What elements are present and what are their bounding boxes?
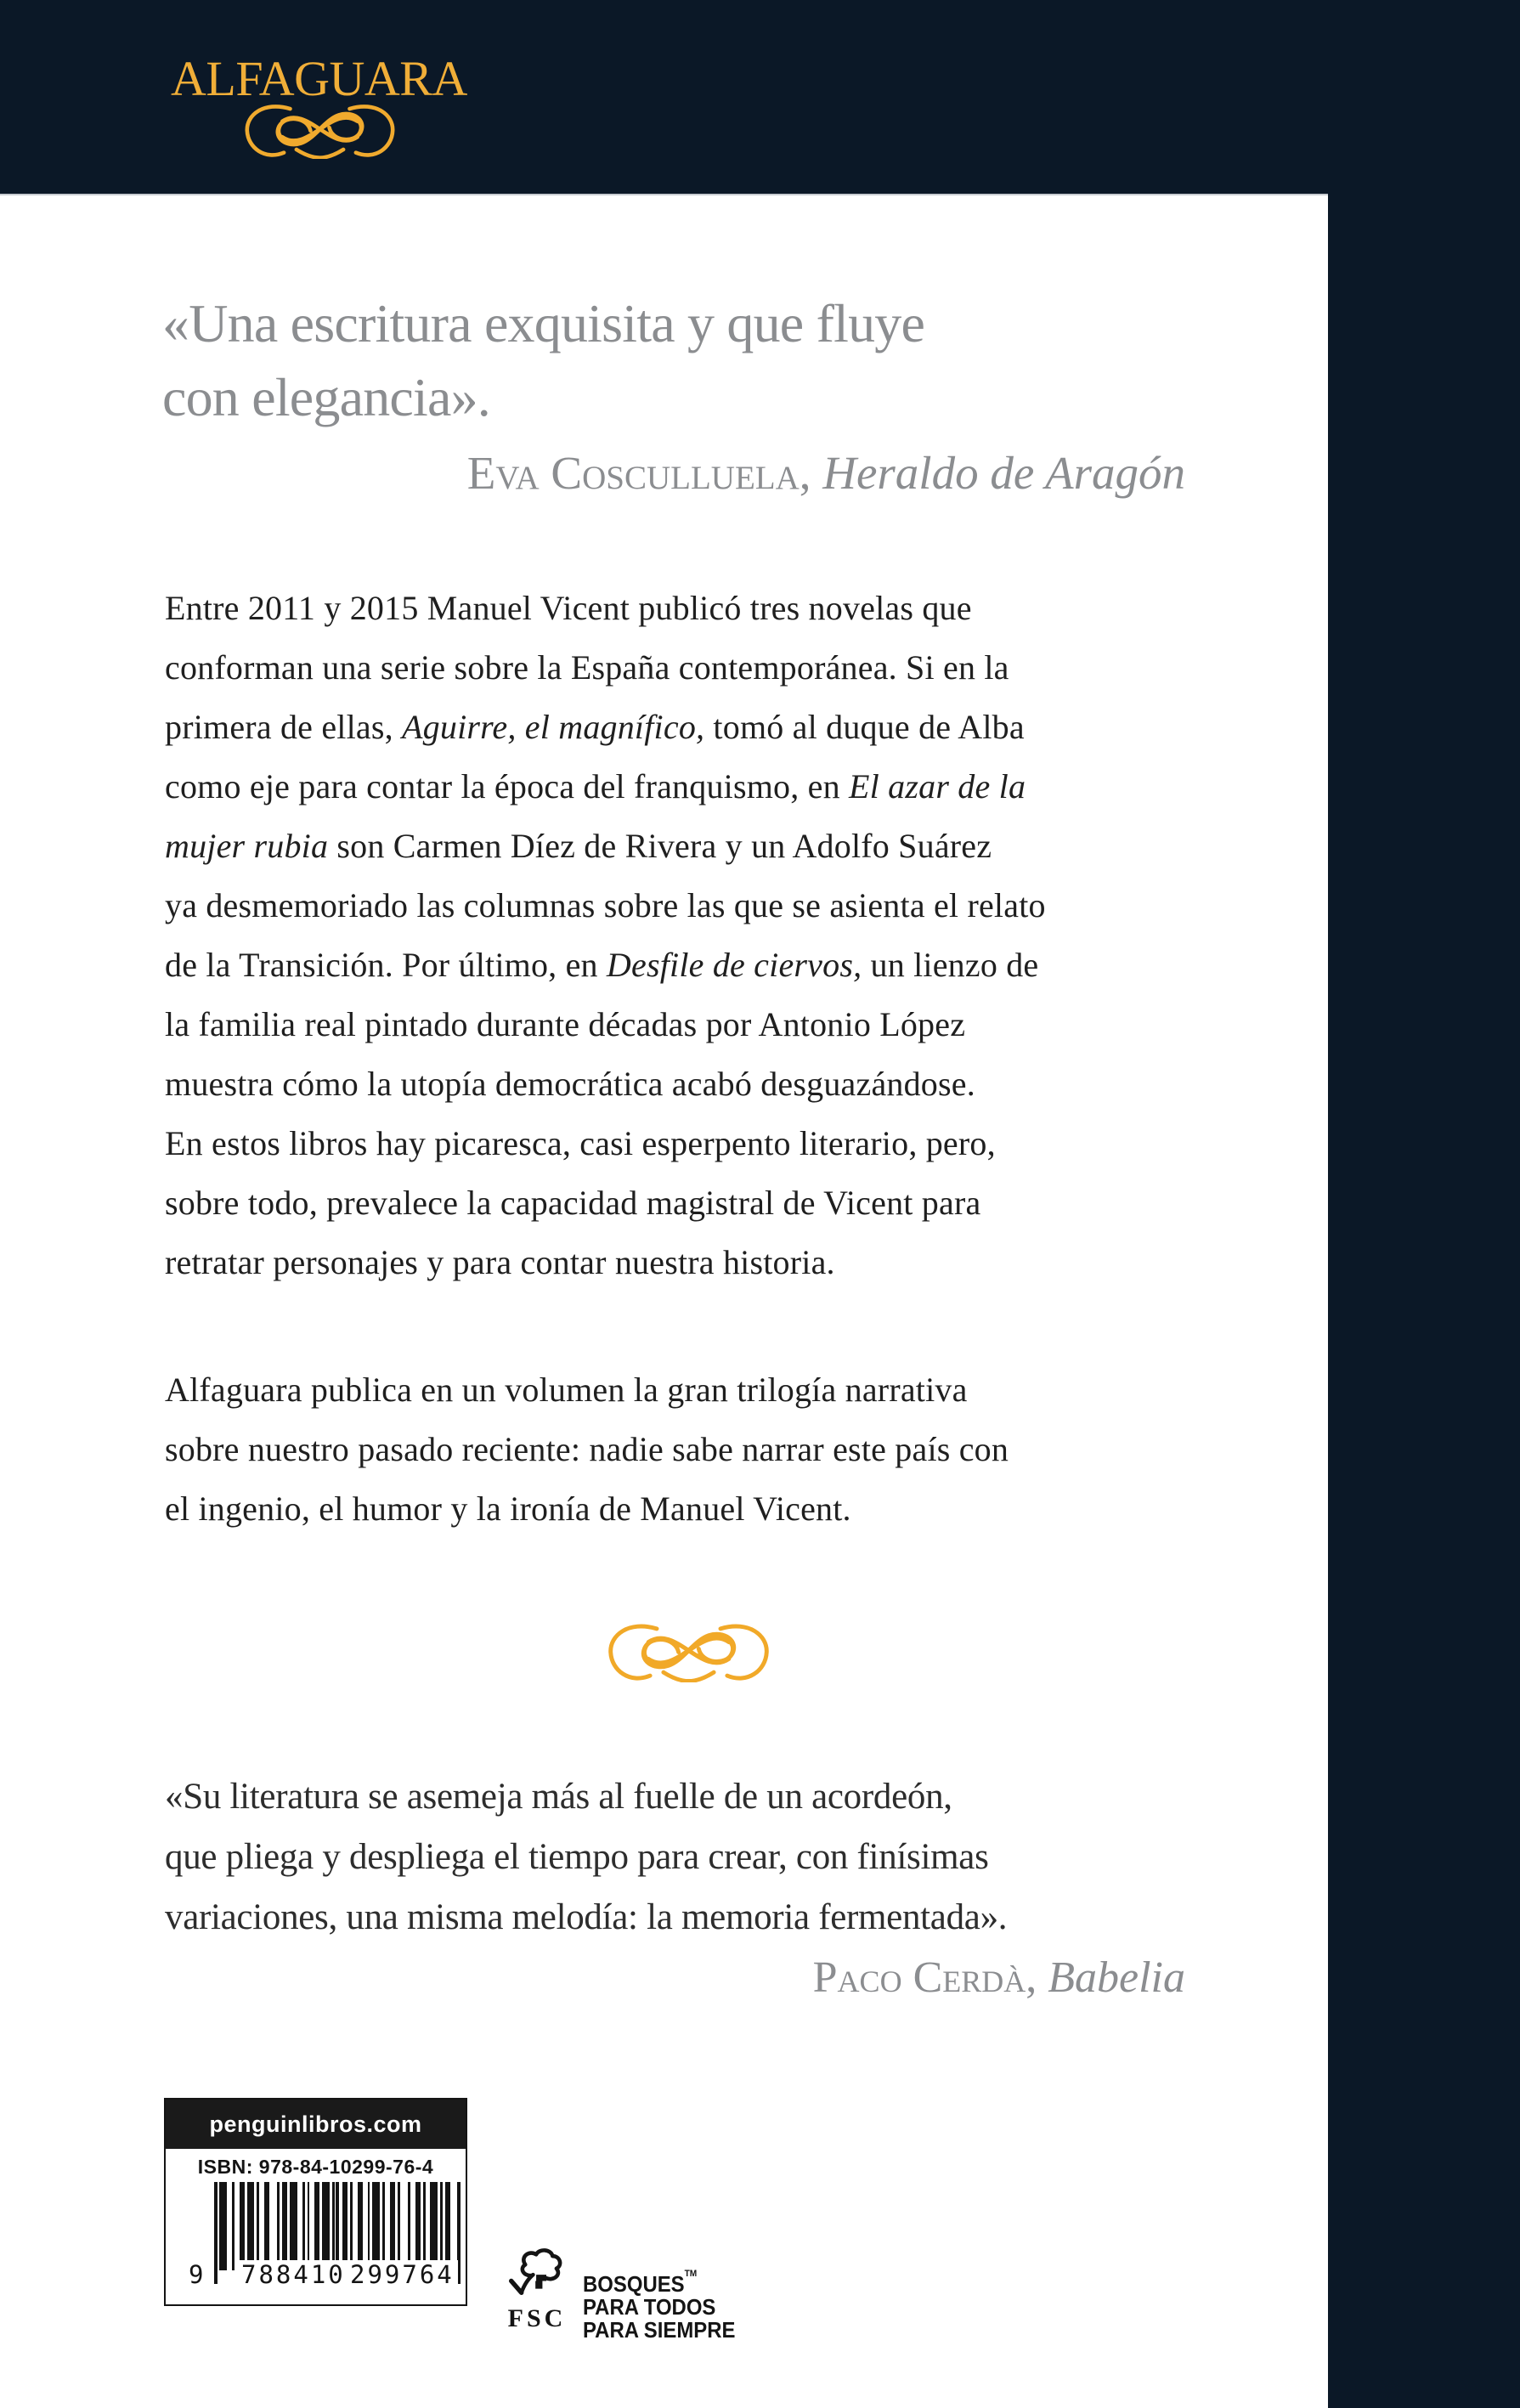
top-quote-source: Heraldo de Aragón [822,447,1185,499]
ean-barcode [189,2182,461,2289]
top-quote-attribution [467,449,1185,498]
bottom-review-quote: «Su literatura se asemeja más al fuelle de un acordeón, que pliega y despliega el tiempo para crear, con finísimas variaciones, una misma melodía: la memoria fermentada». [165,1777,1008,1937]
website-url: penguinlibros.com [209,2111,422,2137]
fsc-acronym: FSC [507,2304,567,2332]
alfaguara-knot-icon [232,99,408,159]
synopsis-paragraph-2: Alfaguara publica en un volumen la gran trilogía narrativa sobre nuestro pasado reciente: nadie sabe narrar este país con el ingenio, el humor y la ironía de Manuel Vicent. [165,1371,1009,1528]
bottom-quote-reviewer: Paco Cerdà, [812,1953,1037,2002]
website-bar [166,2100,466,2149]
alfaguara-logo-wordmark: ALFAGUARA [171,51,467,106]
trademark-symbol: TM [684,2269,698,2279]
top-quote-reviewer: Eva Cosculluela, [466,447,811,499]
center-knot-ornament-icon [604,1619,773,1682]
band-bottom-edge [0,194,1328,195]
barcode-box [164,2098,467,2306]
fsc-tagline [583,2263,735,2342]
barcode-guard-left [214,2182,218,2284]
fsc-tagline-line2: PARA TODOS [583,2294,716,2320]
fsc-tree-icon [506,2248,568,2304]
bottom-quote-attribution [813,1954,1185,2001]
ean-digit-lead: 9 [189,2260,206,2289]
ean-digits-group2: 299764 [347,2260,458,2289]
ean-digits-group1: 788410 [238,2260,349,2289]
right-navy-band [1328,0,1520,2408]
top-review-quote: «Una escritura exquisita y que fluye con elegancia». [162,293,925,427]
isbn-label: ISBN: 978-84-10299-76-4 [197,2156,434,2178]
fsc-tagline-line3: PARA SIEMPRE [583,2317,736,2343]
bottom-quote-source: Babelia [1048,1953,1185,2002]
synopsis-paragraph-1: Entre 2011 y 2015 Manuel Vicent publicó tres novelas que conforman una serie sobre la España contemporánea. Si en la primera de ellas, Aguirre, el magnífico, tomó al duque de Alba como eje para contar la época del franquismo, en El azar de la mujer rubia son Carmen Díez de Rivera y un Adolfo Suárez ya desmemoriado las columnas sobre las que se asienta el relato de la Transición. Por último, en Desfile de ciervos, un lienzo de la familia real pintado durante décadas por Antonio López muestra cómo la utopía democrática acabó desguazándose. En estos libros hay picaresca, casi esperpento literario, pero, sobre todo, prevalece la capacidad magistral de Vicent para retratar personajes y para contar nuestra historia. [165,589,1046,1281]
fsc-tagline-line1: BOSQUES [583,2271,685,2297]
